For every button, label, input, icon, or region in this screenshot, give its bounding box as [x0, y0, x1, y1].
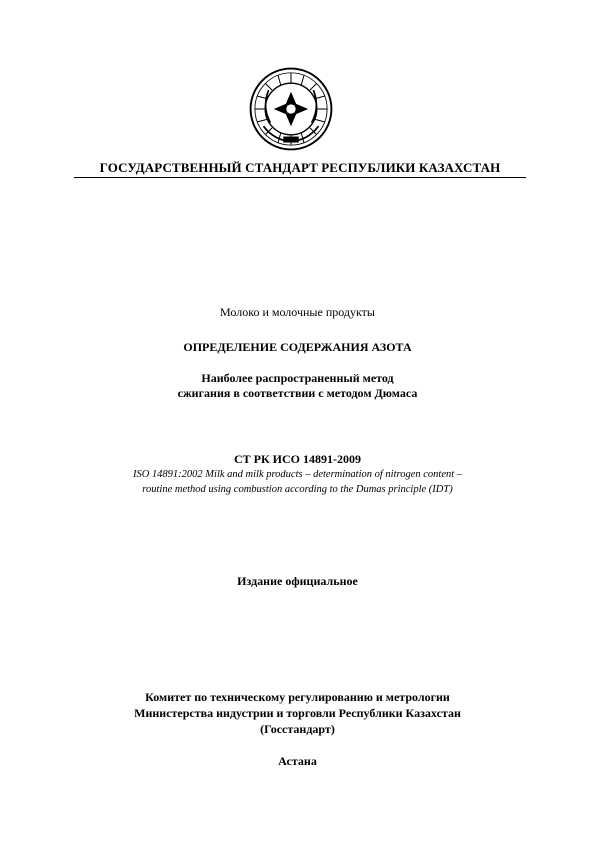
- state-emblem-icon: [248, 66, 334, 152]
- publisher-line2: Министерства индустрии и торговли Республики Казахстан: [134, 706, 461, 720]
- iso-reference-line2: routine method using combustion according to the Dumas principle (IDT): [142, 484, 453, 495]
- product-category: Молоко и молочные продукты: [220, 305, 375, 319]
- document-title: ОПРЕДЕЛЕНИЕ СОДЕРЖАНИЯ АЗОТА: [183, 340, 412, 354]
- standard-header-title: ГОСУДАРСТВЕННЫЙ СТАНДАРТ РЕСПУБЛИКИ КАЗАХСТАН: [99, 160, 501, 175]
- edition-label: Издание официальное: [237, 574, 358, 588]
- document-subtitle-line2: сжигания в соответствии с методом Дюмаса: [177, 386, 418, 400]
- standard-designation: СТ РК ИСО 14891-2009: [233, 452, 362, 466]
- publication-city: Астана: [278, 754, 317, 768]
- header-divider: [74, 177, 526, 178]
- publisher-line3: (Госстандарт): [260, 722, 335, 736]
- iso-reference-line1: ISO 14891:2002 Milk and milk products – determination of nitrogen content –: [132, 469, 463, 480]
- publisher-line1: Комитет по техническому регулированию и метрологии: [145, 690, 450, 704]
- document-subtitle-line1: Наиболее распространенный метод: [201, 371, 394, 385]
